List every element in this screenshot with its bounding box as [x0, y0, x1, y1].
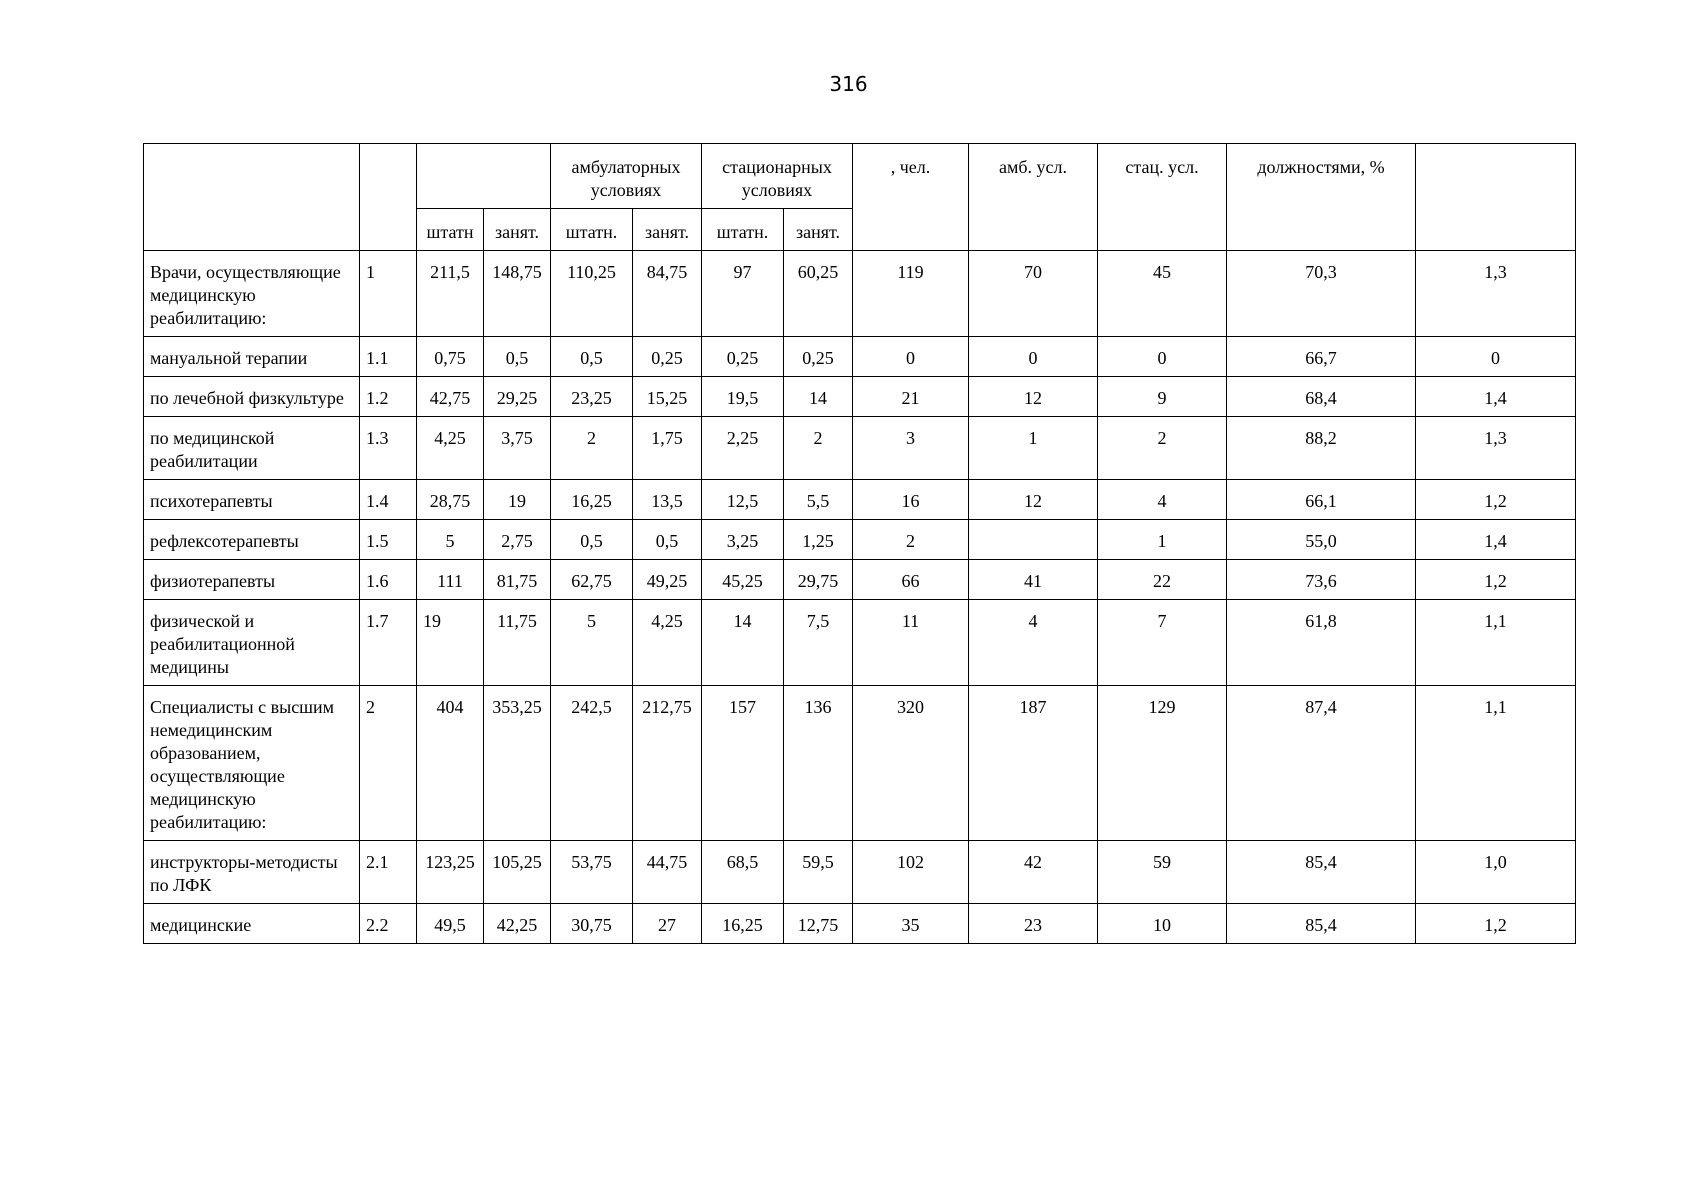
value-cell: 1,1 [1416, 600, 1576, 686]
value-cell: 30,75 [551, 904, 633, 944]
value-cell: 45 [1098, 251, 1227, 337]
value-cell: 66 [853, 560, 969, 600]
value-cell: 70 [969, 251, 1098, 337]
table-row [144, 480, 1576, 520]
table-row [144, 417, 1576, 480]
value-cell: 60,25 [784, 251, 853, 337]
row-label: медицинские [144, 904, 360, 944]
table-row [144, 520, 1576, 560]
header-cell [1416, 144, 1576, 251]
value-cell: 84,75 [633, 251, 702, 337]
value-cell: 148,75 [484, 251, 551, 337]
value-cell: 0 [969, 337, 1098, 377]
row-number: 2 [360, 686, 417, 841]
value-cell: 29,75 [784, 560, 853, 600]
value-cell: 13,5 [633, 480, 702, 520]
subheader-cell: штатн. [702, 209, 784, 251]
value-cell: 7,5 [784, 600, 853, 686]
value-cell: 5 [551, 600, 633, 686]
header-cell-positions: должностями, % [1227, 144, 1416, 251]
row-label: Специалисты с высшим немедицинским образованием, осуществляющие медицинскую реабилитацию: [144, 686, 360, 841]
value-cell: 3,25 [702, 520, 784, 560]
value-cell: 35 [853, 904, 969, 944]
row-number: 1.1 [360, 337, 417, 377]
value-cell: 62,75 [551, 560, 633, 600]
value-cell: 21 [853, 377, 969, 417]
value-cell: 0,5 [633, 520, 702, 560]
page-number: 316 [829, 72, 868, 96]
row-number: 2.1 [360, 841, 417, 904]
header-cell [417, 144, 551, 209]
value-cell: 320 [853, 686, 969, 841]
row-label: Врачи, осуществляющие медицинскую реабилитацию: [144, 251, 360, 337]
row-label: физиотерапевты [144, 560, 360, 600]
row-label: психотерапевты [144, 480, 360, 520]
value-cell: 68,5 [702, 841, 784, 904]
value-cell: 88,2 [1227, 417, 1416, 480]
value-cell: 73,6 [1227, 560, 1416, 600]
header-cell-inpatient: стационарных условиях [702, 144, 853, 209]
table-row [144, 337, 1576, 377]
value-cell [969, 520, 1098, 560]
value-cell: 12,5 [702, 480, 784, 520]
value-cell: 45,25 [702, 560, 784, 600]
value-cell: 1,0 [1416, 841, 1576, 904]
staffing-table [143, 143, 1576, 944]
row-label: инструкторы-методисты по ЛФК [144, 841, 360, 904]
header-cell-stac: стац. усл. [1098, 144, 1227, 251]
value-cell: 136 [784, 686, 853, 841]
value-cell: 102 [853, 841, 969, 904]
header-cell [144, 144, 360, 251]
value-cell: 0,5 [484, 337, 551, 377]
value-cell: 61,8 [1227, 600, 1416, 686]
value-cell: 5,5 [784, 480, 853, 520]
value-cell: 0 [853, 337, 969, 377]
value-cell: 1,3 [1416, 417, 1576, 480]
value-cell: 1 [1098, 520, 1227, 560]
value-cell: 85,4 [1227, 841, 1416, 904]
value-cell: 19,5 [702, 377, 784, 417]
value-cell: 187 [969, 686, 1098, 841]
value-cell: 1 [969, 417, 1098, 480]
value-cell: 353,25 [484, 686, 551, 841]
value-cell: 9 [1098, 377, 1227, 417]
value-cell: 16,25 [702, 904, 784, 944]
row-label: по медицинской реабилитации [144, 417, 360, 480]
value-cell: 87,4 [1227, 686, 1416, 841]
value-cell: 111 [417, 560, 484, 600]
value-cell: 2 [1098, 417, 1227, 480]
value-cell: 66,7 [1227, 337, 1416, 377]
value-cell: 242,5 [551, 686, 633, 841]
value-cell: 15,25 [633, 377, 702, 417]
value-cell: 23,25 [551, 377, 633, 417]
subheader-cell: занят. [633, 209, 702, 251]
value-cell: 211,5 [417, 251, 484, 337]
value-cell: 0,25 [702, 337, 784, 377]
value-cell: 129 [1098, 686, 1227, 841]
value-cell: 81,75 [484, 560, 551, 600]
row-number: 1.4 [360, 480, 417, 520]
value-cell: 16,25 [551, 480, 633, 520]
value-cell: 1,2 [1416, 560, 1576, 600]
row-number: 1 [360, 251, 417, 337]
value-cell: 0,5 [551, 337, 633, 377]
value-cell: 12 [969, 377, 1098, 417]
row-number: 1.6 [360, 560, 417, 600]
value-cell: 1,2 [1416, 904, 1576, 944]
row-label: мануальной терапии [144, 337, 360, 377]
value-cell: 0,25 [633, 337, 702, 377]
header-cell [360, 144, 417, 251]
value-cell: 4,25 [633, 600, 702, 686]
value-cell: 0,5 [551, 520, 633, 560]
value-cell: 11,75 [484, 600, 551, 686]
value-cell: 3 [853, 417, 969, 480]
value-cell: 44,75 [633, 841, 702, 904]
value-cell: 66,1 [1227, 480, 1416, 520]
value-cell: 2 [551, 417, 633, 480]
header-cell-ambulatory: амбулаторных условиях [551, 144, 702, 209]
value-cell: 157 [702, 686, 784, 841]
value-cell: 59,5 [784, 841, 853, 904]
row-label: физической и реабилитационной медицины [144, 600, 360, 686]
value-cell: 29,25 [484, 377, 551, 417]
value-cell: 14 [784, 377, 853, 417]
table-row [144, 560, 1576, 600]
value-cell: 110,25 [551, 251, 633, 337]
value-cell: 27 [633, 904, 702, 944]
value-cell: 5 [417, 520, 484, 560]
value-cell: 0 [1098, 337, 1227, 377]
value-cell: 7 [1098, 600, 1227, 686]
value-cell: 41 [969, 560, 1098, 600]
value-cell: 42,25 [484, 904, 551, 944]
subheader-cell: штатн. [551, 209, 633, 251]
value-cell: 97 [702, 251, 784, 337]
value-cell: 0,25 [784, 337, 853, 377]
value-cell: 4 [1098, 480, 1227, 520]
row-number: 2.2 [360, 904, 417, 944]
value-cell: 10 [1098, 904, 1227, 944]
header-cell-amb: амб. усл. [969, 144, 1098, 251]
row-label: по лечебной физкультуре [144, 377, 360, 417]
subheader-cell: занят. [784, 209, 853, 251]
value-cell: 1,2 [1416, 480, 1576, 520]
table-row [144, 377, 1576, 417]
value-cell: 119 [853, 251, 969, 337]
row-number: 1.2 [360, 377, 417, 417]
value-cell: 22 [1098, 560, 1227, 600]
value-cell: 12,75 [784, 904, 853, 944]
value-cell: 2 [784, 417, 853, 480]
value-cell: 2,75 [484, 520, 551, 560]
value-cell: 1,3 [1416, 251, 1576, 337]
value-cell: 404 [417, 686, 484, 841]
value-cell: 1,75 [633, 417, 702, 480]
value-cell: 49,25 [633, 560, 702, 600]
row-number: 1.5 [360, 520, 417, 560]
value-cell: 3,75 [484, 417, 551, 480]
header-row-top [144, 144, 1576, 209]
value-cell: 0,75 [417, 337, 484, 377]
table-row [144, 600, 1576, 686]
value-cell: 11 [853, 600, 969, 686]
header-cell-persons: , чел. [853, 144, 969, 251]
value-cell: 123,25 [417, 841, 484, 904]
subheader-cell: занят. [484, 209, 551, 251]
value-cell: 85,4 [1227, 904, 1416, 944]
value-cell: 23 [969, 904, 1098, 944]
table-row [144, 904, 1576, 944]
row-number: 1.3 [360, 417, 417, 480]
value-cell: 2 [853, 520, 969, 560]
value-cell: 1,4 [1416, 377, 1576, 417]
value-cell: 28,75 [417, 480, 484, 520]
value-cell: 55,0 [1227, 520, 1416, 560]
value-cell: 14 [702, 600, 784, 686]
value-cell: 1,1 [1416, 686, 1576, 841]
value-cell: 68,4 [1227, 377, 1416, 417]
table-row [144, 841, 1576, 904]
value-cell: 12 [969, 480, 1098, 520]
subheader-cell: штатн [417, 209, 484, 251]
value-cell: 1,25 [784, 520, 853, 560]
value-cell: 0 [1416, 337, 1576, 377]
row-number: 1.7 [360, 600, 417, 686]
value-cell: 1,4 [1416, 520, 1576, 560]
row-label: рефлексотерапевты [144, 520, 360, 560]
value-cell: 19 [417, 600, 484, 686]
value-cell: 105,25 [484, 841, 551, 904]
value-cell: 49,5 [417, 904, 484, 944]
value-cell: 19 [484, 480, 551, 520]
value-cell: 59 [1098, 841, 1227, 904]
value-cell: 70,3 [1227, 251, 1416, 337]
value-cell: 53,75 [551, 841, 633, 904]
value-cell: 42 [969, 841, 1098, 904]
value-cell: 2,25 [702, 417, 784, 480]
value-cell: 4,25 [417, 417, 484, 480]
value-cell: 42,75 [417, 377, 484, 417]
value-cell: 16 [853, 480, 969, 520]
value-cell: 4 [969, 600, 1098, 686]
table-row [144, 251, 1576, 337]
table-row [144, 686, 1576, 841]
value-cell: 212,75 [633, 686, 702, 841]
